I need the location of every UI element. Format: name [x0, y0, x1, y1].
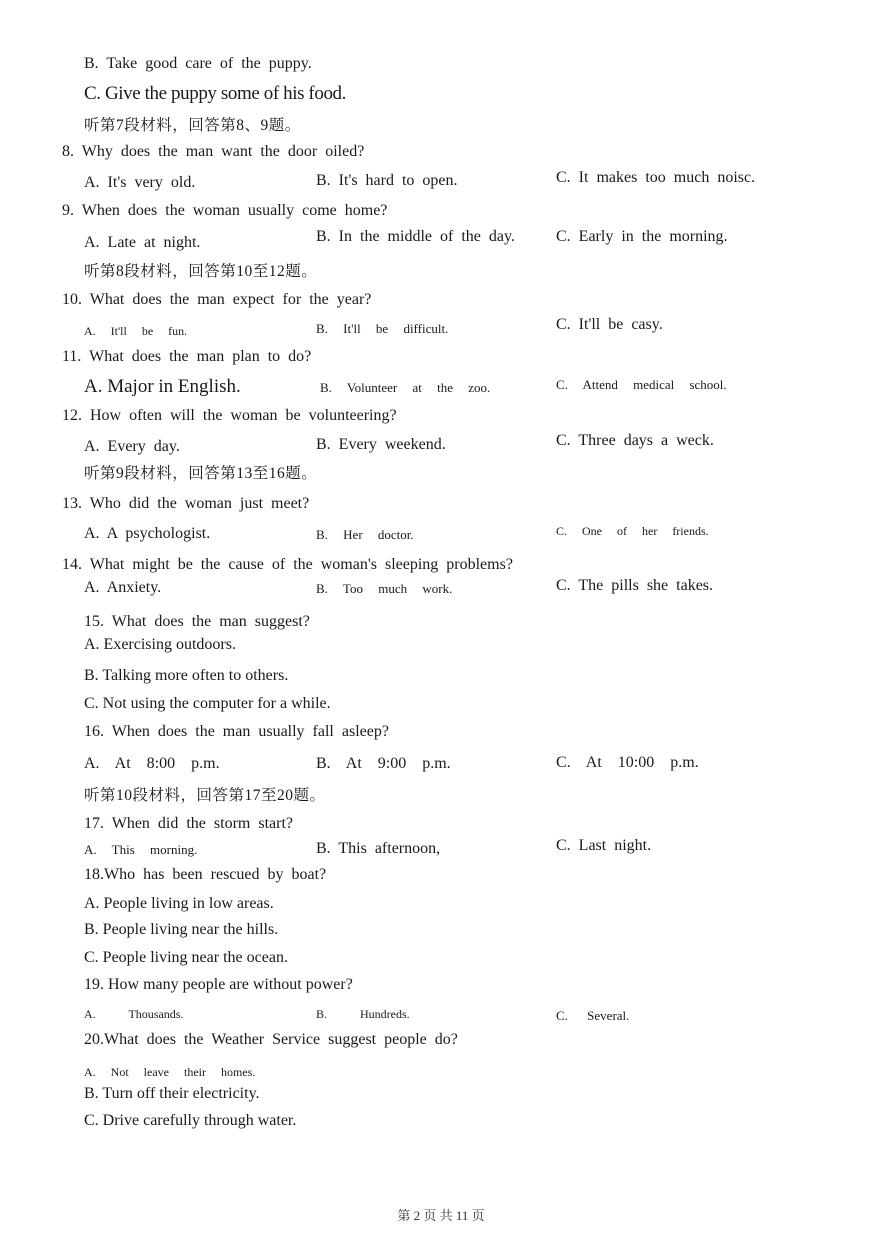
- q13-option-b: B. Her doctor.: [316, 527, 414, 542]
- q15-option-c: C. Not using the computer for a while.: [84, 695, 331, 712]
- q13-option-a: A. A psychologist.: [84, 525, 211, 542]
- q17-option-c: C. Last night.: [556, 837, 652, 854]
- q8-option-c: C. It makes too much noisc.: [556, 169, 756, 186]
- q11-option-a: A. Major in English.: [84, 376, 241, 397]
- question-13: 13. Who did the woman just meet?: [62, 495, 310, 512]
- q10-option-a: A. It'll be fun.: [84, 324, 188, 338]
- q12-option-c: C. Three days a weck.: [556, 432, 714, 449]
- q9-option-a: A. Late at night.: [84, 234, 201, 251]
- question-17: 17. When did the storm start?: [84, 815, 293, 832]
- q14-option-c: C. The pills she takes.: [556, 577, 714, 594]
- question-9: 9. When does the woman usually come home?: [62, 202, 388, 219]
- q15-option-b: B. Talking more often to others.: [84, 667, 289, 684]
- question-12: 12. How often will the woman be volunteering?: [62, 407, 397, 424]
- question-20: 20.What does the Weather Service suggest people do?: [84, 1031, 458, 1048]
- q19-option-c: C. Several.: [556, 1008, 630, 1023]
- q18-option-c: C. People living near the ocean.: [84, 949, 288, 966]
- q16-option-b: B. At 9:00 p.m.: [316, 755, 451, 772]
- q17-option-a: A. This morning.: [84, 842, 198, 857]
- q20-option-a: A. Not leave their homes.: [84, 1065, 256, 1079]
- question-11: 11. What does the man plan to do?: [62, 348, 312, 365]
- q17-option-b: B. This afternoon,: [316, 840, 441, 857]
- q16-option-c: C. At 10:00 p.m.: [556, 754, 699, 771]
- question-18: 18.Who has been rescued by boat?: [84, 866, 327, 883]
- q10-option-c: C. It'll be casy.: [556, 316, 663, 333]
- q18-option-b: B. People living near the hills.: [84, 921, 279, 938]
- q7-option-b: B. Take good care of the puppy.: [84, 55, 312, 72]
- question-16: 16. When does the man usually fall asleep?: [84, 723, 389, 740]
- q11-option-b: B. Volunteer at the zoo.: [320, 380, 491, 395]
- question-19: 19. How many people are without power?: [84, 976, 353, 993]
- section-8-instruction: 听第8段材料，回答第10至12题。: [84, 263, 318, 280]
- q20-option-b: B. Turn off their electricity.: [84, 1085, 260, 1102]
- q8-option-a: A. It's very old.: [84, 174, 196, 191]
- page-footer: 第 2 页 共 11 页: [397, 1208, 485, 1223]
- q14-option-b: B. Too much work.: [316, 581, 453, 596]
- q18-option-a: A. People living in low areas.: [84, 895, 274, 912]
- section-10-instruction: 听第10段材料，回答第17至20题。: [84, 787, 326, 804]
- question-14: 14. What might be the cause of the woman's sleeping problems?: [62, 556, 513, 573]
- q19-option-b: B. Hundreds.: [316, 1007, 410, 1021]
- q20-option-c: C. Drive carefully through water.: [84, 1112, 297, 1129]
- q10-option-b: B. It'll be difficult.: [316, 321, 449, 336]
- q11-option-c: C. Attend medical school.: [556, 377, 727, 392]
- question-15: 15. What does the man suggest?: [84, 613, 310, 630]
- q19-option-a: A. Thousands.: [84, 1007, 184, 1021]
- q9-option-c: C. Early in the morning.: [556, 228, 728, 245]
- q9-option-b: B. In the middle of the day.: [316, 228, 515, 245]
- q12-option-b: B. Every weekend.: [316, 436, 446, 453]
- q16-option-a: A. At 8:00 p.m.: [84, 755, 220, 772]
- q7-option-c: C. Give the puppy some of his food.: [84, 83, 347, 104]
- q15-option-a: A. Exercising outdoors.: [84, 636, 236, 653]
- question-10: 10. What does the man expect for the year?: [62, 291, 372, 308]
- question-8: 8. Why does the man want the door oiled?: [62, 143, 365, 160]
- q14-option-a: A. Anxiety.: [84, 579, 162, 596]
- section-9-instruction: 听第9段材料，回答第13至16题。: [84, 465, 318, 482]
- q13-option-c: C. One of her friends.: [556, 524, 709, 538]
- q8-option-b: B. It's hard to open.: [316, 172, 458, 189]
- section-7-instruction: 听第7段材料，回答第8、9题。: [84, 117, 301, 134]
- q12-option-a: A. Every day.: [84, 438, 180, 455]
